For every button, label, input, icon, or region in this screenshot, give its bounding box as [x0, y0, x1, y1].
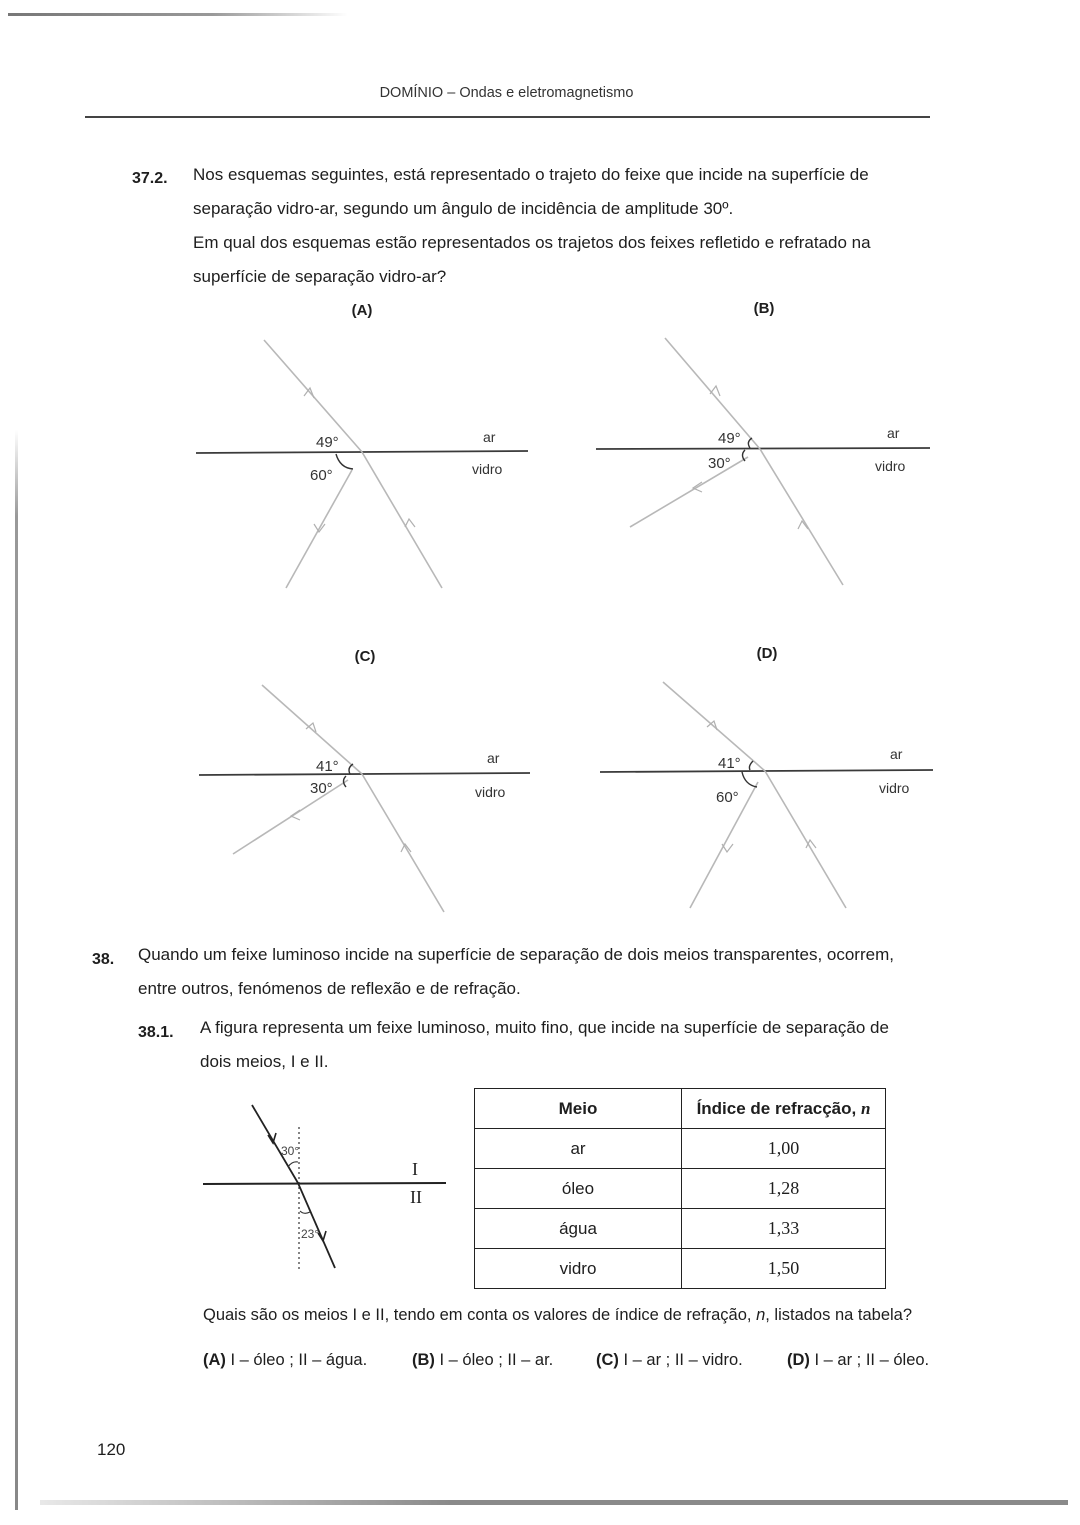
diagram-option-a	[190, 330, 540, 600]
angle-bottom-label: 30°	[310, 780, 333, 797]
reflected-ray	[286, 470, 352, 588]
arrow-icon	[291, 810, 300, 820]
medium-top-label: ar	[887, 425, 900, 441]
medium-i-label: I	[412, 1159, 418, 1179]
statement-line: entre outros, fenómenos de reflexão e de refração.	[138, 979, 521, 998]
cell-index: 1,33	[682, 1209, 886, 1249]
refracted-ray	[665, 338, 760, 449]
scan-edge-bottom	[40, 1500, 1068, 1505]
interface-line	[199, 773, 530, 775]
statement-line: Quando um feixe luminoso incide na superfície de separação de dois meios transparentes, ocorrem,	[138, 945, 894, 964]
table-row	[475, 1209, 886, 1249]
refractive-index-table	[474, 1088, 886, 1289]
statement-line: dois meios, I e II.	[200, 1052, 329, 1071]
angle-incidence-label: 30°	[281, 1144, 300, 1158]
answer-option-a[interactable]	[203, 1351, 367, 1370]
answer-label: (B)	[412, 1351, 435, 1369]
scan-edge-top	[8, 13, 348, 16]
refracted-ray	[663, 682, 765, 771]
medium-top-label: ar	[890, 746, 903, 762]
statement-line: A figura representa um feixe luminoso, muito fino, que incide na superfície de separação de	[200, 1018, 889, 1037]
angle-bottom-label: 60°	[716, 789, 739, 806]
incident-ray	[765, 771, 846, 908]
answer-option-b[interactable]	[412, 1351, 553, 1370]
option-d-label: (D)	[756, 645, 778, 662]
angle-top-label: 41°	[316, 758, 339, 775]
angle-top-label: 49°	[316, 434, 339, 451]
header-divider	[85, 116, 930, 118]
table-row	[475, 1249, 886, 1289]
incident-ray	[760, 449, 843, 585]
arrow-icon	[710, 386, 720, 396]
interface-line	[596, 448, 930, 449]
interface-line	[203, 1183, 446, 1184]
question-number-38-1: 38.1.	[138, 1024, 174, 1041]
prompt-line: superfície de separação vidro-ar?	[193, 267, 447, 286]
arrow-icon	[806, 840, 816, 848]
column-header-index-text: Índice de refracção,	[696, 1098, 861, 1118]
column-header-medium: Meio	[475, 1089, 682, 1129]
option-c-label: (C)	[354, 648, 376, 665]
medium-bottom-label: vidro	[879, 780, 910, 796]
angle-top-label: 49°	[718, 430, 741, 447]
question-number-38: 38.	[92, 951, 115, 968]
question-37-2-prompt	[193, 226, 871, 294]
question-38-statement	[138, 938, 894, 1006]
diagram-option-b	[590, 330, 940, 600]
refracted-ray	[298, 1183, 335, 1268]
angle-refraction-label: 23°	[301, 1227, 320, 1241]
angle-arc-incidence	[288, 1162, 298, 1167]
table-row	[475, 1169, 886, 1209]
medium-bottom-label: vidro	[472, 461, 503, 477]
scan-edge-left	[15, 430, 18, 1510]
question-38-1-statement	[200, 1011, 889, 1079]
cell-index: 1,28	[682, 1169, 886, 1209]
prompt-text: , listados na tabela?	[765, 1306, 913, 1324]
answer-option-c[interactable]	[596, 1351, 743, 1370]
angle-bottom-label: 60°	[310, 467, 333, 484]
angle-arc-refraction	[300, 1211, 310, 1213]
cell-index: 1,50	[682, 1249, 886, 1289]
symbol-n: n	[756, 1306, 766, 1324]
question-38-1-prompt	[203, 1306, 912, 1325]
incident-ray	[362, 452, 442, 588]
cell-medium: vidro	[475, 1249, 682, 1289]
angle-arc-top	[749, 761, 753, 770]
prompt-line: Em qual dos esquemas estão representados os trajetos dos feixes refletido e refratado na	[193, 233, 871, 252]
answer-label: (A)	[203, 1351, 226, 1369]
answer-text: I – ar ; II – óleo.	[814, 1351, 930, 1369]
arrow-icon	[405, 519, 415, 527]
answer-option-d[interactable]	[787, 1351, 929, 1370]
question-37-2-statement	[193, 158, 869, 226]
angle-arc-bottom	[742, 772, 757, 787]
column-header-index	[682, 1089, 886, 1129]
prompt-text: Quais são os meios I e II, tendo em conta os valores de índice de refração,	[203, 1306, 757, 1324]
answer-text: I – óleo ; II – água.	[230, 1351, 368, 1369]
medium-bottom-label: vidro	[475, 784, 506, 800]
medium-top-label: ar	[483, 429, 496, 445]
refracted-ray	[262, 685, 362, 774]
table-row	[475, 1129, 886, 1169]
option-a-label: (A)	[351, 302, 373, 319]
answer-text: I – ar ; II – vidro.	[623, 1351, 743, 1369]
refraction-figure	[190, 1085, 460, 1285]
angle-top-label: 41°	[718, 755, 741, 772]
diagram-option-c	[190, 670, 540, 920]
angle-bottom-label: 30°	[708, 455, 731, 472]
statement-line: separação vidro-ar, segundo um ângulo de incidência de amplitude 30º.	[193, 199, 734, 218]
incident-ray	[362, 774, 444, 912]
question-number-37-2: 37.2.	[132, 170, 168, 187]
page-number: 120	[97, 1440, 126, 1459]
option-b-label: (B)	[753, 300, 775, 317]
table-header-row	[475, 1089, 886, 1129]
diagram-option-d	[590, 670, 940, 920]
cell-index: 1,00	[682, 1129, 886, 1169]
answer-text: I – óleo ; II – ar.	[439, 1351, 554, 1369]
symbol-n: n	[860, 1098, 871, 1118]
cell-medium: óleo	[475, 1169, 682, 1209]
angle-arc	[336, 454, 353, 469]
running-header: DOMÍNIO – Ondas e eletromagnetismo	[379, 85, 634, 101]
answer-label: (D)	[787, 1351, 810, 1369]
arrow-icon	[306, 723, 316, 732]
cell-medium: água	[475, 1209, 682, 1249]
statement-line: Nos esquemas seguintes, está representado o trajeto do feixe que incide na superfície de	[193, 165, 869, 184]
medium-ii-label: II	[410, 1187, 422, 1207]
medium-top-label: ar	[487, 750, 500, 766]
answer-label: (C)	[596, 1351, 619, 1369]
interface-line	[600, 770, 933, 772]
cell-medium: ar	[475, 1129, 682, 1169]
medium-bottom-label: vidro	[875, 458, 906, 474]
